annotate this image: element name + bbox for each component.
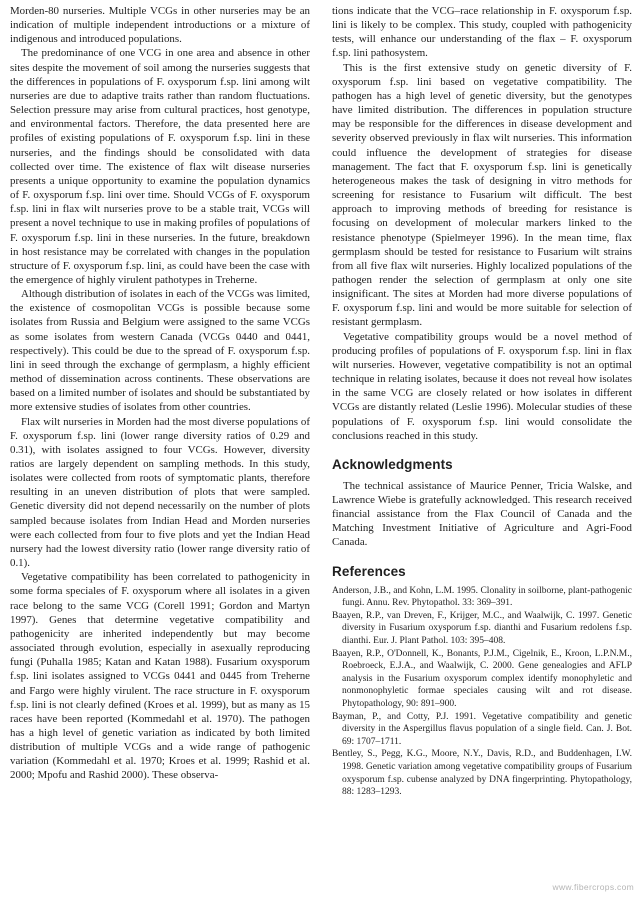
body-paragraph: The predominance of one VCG in one area and absence in other sites despite the movement of soil among the nurseries suggests that the differences in populations of F. oxysporum f.sp. lini among wilt nurseries are due to adaptive traits rather than random fluctuations. Selection pressure may arise from cultural practices, host genotype, and environmental factors. Therefore, the data presented here are profiles of existing populations of F. oxysporum f.sp. lini in these nurseries, and the findings should be consolidated with data collected over time. The existence of flax wilt disease nurseries presents a unique opportunity to examine the population dynamics of F. oxysporum f.sp. lini over time. Should VCGs of F. oxysporum f.sp. lini in flax wilt nurseries prove to be a stable trait, VCGs will present a novel technique to use in making profiles of populations of F. oxysporum f.sp. lini in these nurseries. In the future, breakdown in host resistance may be correlated with changes in the population structure of F. oxysporum f.sp. lini, as could have been the case with the emergence of highly virulent pathotypes in Treherne. (10, 47, 310, 286)
reference-item: Bentley, S., Pegg, K.G., Moore, N.Y., Davis, R.D., and Buddenhagen, I.W. 1998. Genetic variation among vegetative compatibility groups of Fusarium oxysporum f.sp. cubense analyzed by DNA fingerprinting. Phytopathology, 88: 1283–1293. (332, 749, 632, 798)
body-paragraph: tions indicate that the VCG–race relationship in F. oxysporum f.sp. lini is likely to be complex. This study, coupled with pathogenicity tests, will enhance our understanding of the flax – F. oxysporum f.sp. lini pathosystem. (332, 5, 632, 60)
body-paragraph: Morden-80 nurseries. Multiple VCGs in other nurseries may be an indication of multiple independent introductions or a mixture of indigenous and introduced populations. (10, 5, 310, 46)
reference-list (332, 585, 632, 799)
reference-item: Baayen, R.P., van Dreven, F., Krijger, M.C., and Waalwijk, C. 1997. Genetic diversity in Fusarium oxysporum f.sp. dianthi and Fusarium redolens f.sp. dianthi. Eur. J. Plant Pathol. 103: 395–408. (332, 610, 632, 646)
body-paragraph: Although distribution of isolates in each of the VCGs was limited, the existence of cosmopolitan VCGs is possible because some isolates from Russia and Belgium were assigned to the same VCGs as some isolates from western Canada (VCGs 0440 and 0441, respectively). This could be due to the spread of F. oxysporum f.sp. lini in seed through the exchange of germplasm, a highly efficient method of dissemination across continents. These observations are based on a limited number of isolates and should be substantiated by more extensive studies of isolates from other countries. (10, 288, 310, 414)
body-paragraph: Vegetative compatibility has been correlated to pathogenicity in some forma speciales of F. oxysporum where all isolates in a given race belong to the same VCG (Corell 1991; Gordon and Martyn 1997). Genes that determine vegetative compatibility and pathogenicity are inherited independently but may become associated through evolution, especially in asexually reproducing fungi (Puhalla 1985; Katan and Katan 1988). Fusarium oxysporum f.sp. lini isolates assigned to VCGs 0441 and 0445 from Treherne and Fargo were highly virulent. The race structure in F. oxysporum f.sp. lini is not clearly defined (Kroes et al. 1999), but as many as 15 races have been reported (Kommedahl et al. 1970). The pathogen has a high level of genetic variation as indicated by both limited distribution of multiple VCGs and a wide range of pathogenic variation (Kommedahl et al. 1970; Kroes et al. 1999; Rashid et al. 2000; Mpofu and Rashid 2000). These observa- (10, 571, 310, 782)
reference-item: Baayen, R.P., O'Donnell, K., Bonants, P.J.M., Cigelnik, E., Kroon, L.P.N.M., Roebroeck, E.J.A., and Waalwijk, C. 2000. Gene genealogies and AFLP analysis in the Fusarium oxysporum complex identify monophyletic and nonmonophyletic formae speciales causing wilt and rot disease. Phytopathology, 90: 891–900. (332, 648, 632, 709)
left-column (10, 4, 310, 783)
acknowledgments-heading: Acknowledgments (332, 456, 453, 472)
acknowledgments-text: The technical assistance of Maurice Penner, Tricia Walske, and Lawrence Wiebe is gratefully acknowledged. This research received financial assistance from the Flax Council of Canada and the Matching Investment Initiative of Agriculture and Agri-Food Canada. (332, 479, 632, 549)
reference-item: Anderson, J.B., and Kohn, L.M. 1995. Clonality in soilborne, plant-pathogenic fungi. Annu. Rev. Phytopathol. 33: 369–391. (332, 585, 632, 609)
right-column (332, 4, 632, 799)
body-paragraph: Flax wilt nurseries in Morden had the most diverse populations of F. oxysporum f.sp. lini (lower range diversity ratios of 0.29 and 0.31), with isolates assigned to four VCGs. However, diversity ratios are largely dependent on sampling methods. In this study, isolates were collected from roots of symptomatic plants, therefore resulting in an uneven distribution of plots that were sampled. Genetic diversity did not depend necessarily on the number of plots sampled because isolates from Indian Head and Morden nurseries were each collected from four to five plots and yet the Indian Head nursery had the lowest diversity ratio (lower range diversity ratio of 0.1). (10, 415, 310, 570)
reference-item: Bayman, P., and Cotty, P.J. 1991. Vegetative compatibility and genetic diversity in the Aspergillus flavus population of a single field. Can. J. Bot. 69: 1707–1711. (332, 711, 632, 747)
body-paragraph: This is the first extensive study on genetic diversity of F. oxysporum f.sp. lini based on vegetative compatibility. The pathogen has a high level of genetic diversity, but the genotypes have limited distribution. The differences in population structure may be responsible for the differences in disease development and severity observed previously in flax wilt nurseries. This information could influence the development of strategies for disease management. The fact that F. oxysporum f.sp. lini is genetically heterogeneous makes the task of designing in vitro methods for screening for resistance to Fusarium wilt difficult. The best approach to improving methods of breeding for resistance is focusing on development of molecular markers linked to the resistance phenotype (Spielmeyer 1996). In the mean time, flax germplasm should be tested for resistance to Fusarium wilt strains from all five flax wilt nurseries. Highly localized populations of the pathogen render the selection of germplasm at only one site insignificant. The sites at Morden had more diverse populations of F. oxysporum f.sp. lini and would be more suitable for selection of resistant germplasm. (332, 61, 632, 329)
body-paragraph: Vegetative compatibility groups would be a novel method of producing profiles of populations of F. oxysporum f.sp. lini in flax wilt nurseries. However, vegetative compatibility is not an optimal technique in relating isolates, because it does not reveal how isolates in the same VCG are closely related or how isolates in different VCGs are distantly related (Leslie 1996). Molecular studies of these populations of F. oxysporum f.sp. lini would consolidate the conclusions reached in this study. (332, 330, 632, 442)
references-heading: References (332, 563, 406, 579)
site-watermark: www.fibercrops.com (552, 882, 634, 892)
